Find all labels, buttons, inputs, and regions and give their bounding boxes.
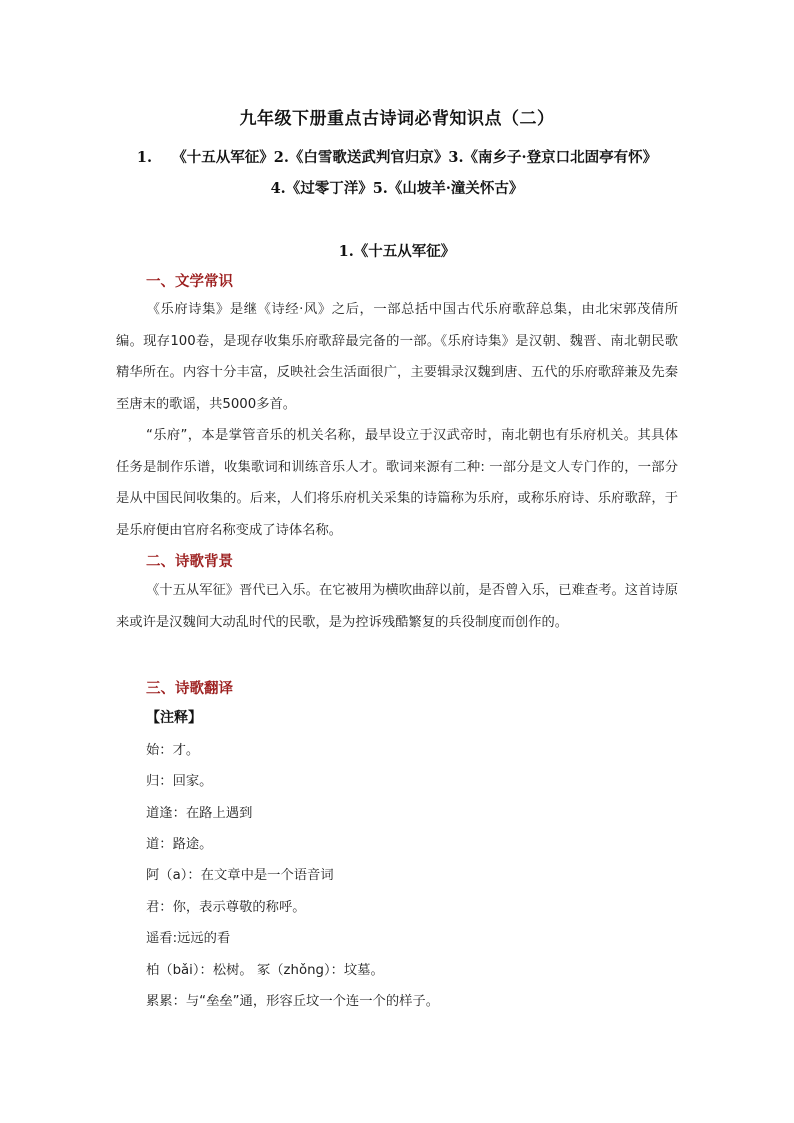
note-item: 道：路途。 (146, 837, 213, 852)
note-item: 始：才。 (146, 743, 200, 758)
note-item: 归：回家。 (146, 774, 213, 789)
section-heading-background: 二、诗歌背景 (146, 554, 233, 570)
poem-heading: 1.《十五从军征》 (338, 243, 456, 260)
note-item: 道逢：在路上遇到 (146, 806, 253, 821)
paragraph-text: 《乐府诗集》是继《诗经·风》之后，一部总括中国古代乐府歌辞总集，由北宋郭茂倩所编。现存100卷，是现存收集乐府歌辞最完备的一部。《乐府诗集》是汉朝、魏晋、南北朝民歌精华所在。内容十分丰富，反映社会生活面很广，主要辑录汉魏到唐、五代的乐府歌辞兼及先秦至唐末的歌谣，共5000多首。 (116, 302, 678, 412)
paragraph-text: 《十五从军征》晋代已入乐。在它被用为横吹曲辞以前，是否曾入乐，已难查考。这首诗原来或许是汉魏间大动乱时代的民歌，是为控诉残酷繁复的兵役制度而创作的。 (116, 583, 678, 630)
toc-line-2: 4.《过零丁洋》5.《山坡羊·潼关怀古》 (270, 180, 524, 197)
note-item: 遥看:远远的看 (146, 931, 231, 946)
toc-line-1: 1. 《十五从军征》2.《白雪歌送武判官归京》3.《南乡子·登京口北固亭有怀》 (136, 149, 658, 166)
note-item: 阿（a）：在文章中是一个语音词 (146, 868, 334, 883)
section-heading-translation: 三、诗歌翻译 (146, 681, 233, 697)
note-item: 累累：与“垒垒”通，形容丘坟一个连一个的样子。 (146, 994, 440, 1009)
paragraph-text: “乐府”，本是掌管音乐的机关名称，最早设立于汉武帝时，南北朝也有乐府机关。其具体任务是制作乐谱，收集歌词和训练音乐人才。歌词来源有二种: 一部分是文人专门作的，一部分是从中国民间收集的。后来，人们将乐府机关采集的诗篇称为乐府，或称乐府诗、乐府歌辞，于是乐府便由官府名称变成了诗体名称。 (116, 428, 678, 538)
section-heading-literary: 一、文学常识 (146, 274, 233, 290)
note-item: 柏（bǎi）：松树。 冢（zhǒng）：坟墓。 (146, 963, 384, 978)
paragraph-literary-1 (116, 294, 678, 420)
document-title: 九年级下册重点古诗词必背知识点（二） (239, 109, 555, 129)
notes-title: 【注释】 (146, 710, 202, 726)
note-item: 君：你，表示尊敬的称呼。 (146, 900, 306, 915)
paragraph-background (116, 575, 678, 638)
paragraph-literary-2 (116, 420, 678, 546)
